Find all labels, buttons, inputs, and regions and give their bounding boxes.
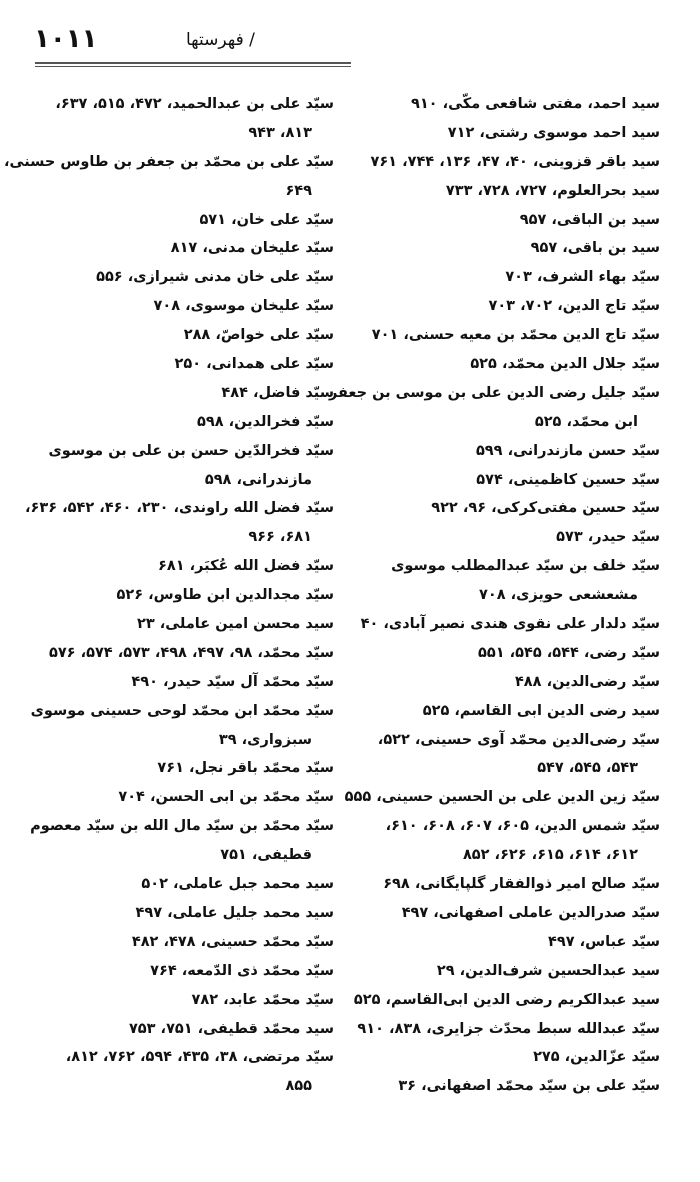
index-entry-line: سيّد حسين كاظمينی، ۵۷۴	[476, 471, 660, 488]
index-entry	[362, 639, 660, 668]
index-entry-line: سيّد زين الدين علی بن الحسين حسينی، ۵۵۵	[344, 789, 660, 806]
index-entry	[362, 466, 660, 495]
index-entry	[362, 812, 660, 870]
index-entry-line: سيّد علی بن عبدالحميد، ۴۷۲، ۵۱۵، ۶۳۷،	[55, 96, 334, 112]
index-entry-continuation: مشعشعی حويزی، ۷۰۸	[479, 587, 638, 604]
index-entry-continuation: مازندرانی، ۵۹۸	[204, 471, 312, 488]
index-entry	[20, 697, 334, 755]
index-entry-line: سيّد رضی‌الدين، ۴۸۸	[514, 673, 660, 690]
index-entry-line: سيّد محمّد بن ابی الحسن، ۷۰۴	[118, 789, 334, 806]
index-entry-line: سيّد علی خان، ۵۷۱	[199, 211, 334, 228]
index-entry	[328, 379, 660, 437]
index-entry-line: سيّد علی همدانی، ۲۵۰	[174, 356, 334, 373]
index-entry-line: سيد رضی الدين ابی القاسم، ۵۲۵	[422, 702, 660, 719]
index-entry	[20, 928, 334, 957]
index-entry-line: سيد محمد جليل عاملی، ۴۹۷	[135, 904, 334, 921]
index-entry-line: سيّد شمس الدين، ۶۰۵، ۶۰۷، ۶۰۸، ۶۱۰،	[385, 818, 660, 835]
index-entry-continuation: ۶۸۱، ۹۶۶	[248, 529, 312, 546]
index-entry	[20, 437, 334, 495]
index-entry-line: سيد عبدالحسين شرف‌الدين، ۲۹	[436, 962, 660, 979]
index-entry	[362, 177, 660, 206]
index-entry-line: سيّد محمّد باقر نجل، ۷۶۱	[157, 760, 334, 777]
index-entry-line: سيّد محمّد بن سيّد مال الله بن سيّد معصوم	[30, 818, 334, 835]
index-entry-line: سيّد عبدالله سبط محدّث جزايری، ۸۳۸، ۹۱۰	[357, 1020, 660, 1037]
index-entry	[20, 870, 334, 899]
index-entry-line: سيّد عليخان مدنی، ۸۱۷	[170, 240, 334, 257]
index-entry-line: سيّد صدرالدين عاملی اصفهانی، ۴۹۷	[401, 904, 660, 921]
index-entry	[362, 610, 660, 639]
index-entry	[362, 870, 660, 899]
index-column-right	[328, 90, 660, 1101]
index-entry	[20, 1015, 334, 1044]
index-entry	[362, 90, 660, 119]
index-entry-line: سيّد محمّد حسينی، ۴۷۸، ۴۸۲	[131, 933, 334, 950]
index-entry-line: سيد احمد موسوی رشتی، ۷۱۲	[447, 124, 660, 141]
index-entry	[362, 928, 660, 957]
index-entry-line: سيّد حسن مازندرانی، ۵۹۹	[475, 442, 660, 459]
index-entry-line: سيد احمد، مفتی شافعی مکّی، ۹۱۰	[410, 96, 660, 112]
index-entry-line: سيّد عباس، ۴۹۷	[548, 933, 660, 950]
index-entry-continuation: ۶۱۲، ۶۱۴، ۶۱۵، ۶۲۶، ۸۵۲	[462, 847, 638, 864]
index-entry-line: سيد باقر قزوينی، ۴۰، ۴۷، ۱۳۶، ۷۴۴، ۷۶۱	[370, 153, 660, 170]
index-entry-line: سيّد خلف بن سيّد عبدالمطلب موسوی	[391, 558, 660, 575]
index-entry	[20, 321, 334, 350]
index-entry-line: سيّد عليخان موسوی، ۷۰۸	[153, 298, 334, 315]
index-entry-continuation: ۵۴۳، ۵۴۵، ۵۴۷	[537, 760, 638, 777]
index-entry	[362, 668, 660, 697]
index-entry-line: سيّد دلدار علی نقوی هندی نصير آبادی، ۴۰	[360, 616, 660, 633]
index-entry-line: سيد بن باقی، ۹۵۷	[530, 240, 660, 257]
index-entry-line: سيّد علی بن محمّد بن جعفر بن طاوس حسنی،	[4, 153, 334, 170]
index-entry	[20, 90, 334, 148]
index-entry-line: سيد عبدالكريم رضی الدين ابی‌القاسم، ۵۲۵	[353, 991, 660, 1008]
index-entry-line: سيد بن الباقی، ۹۵۷	[519, 211, 660, 228]
header-rule-thin	[35, 66, 351, 67]
index-entry-line: سيّد جليل رضی الدين علی بن موسی بن جعفر	[328, 384, 660, 401]
index-entry-line: سيّد عزّالدين، ۲۷۵	[533, 1049, 660, 1066]
index-entry	[20, 957, 334, 986]
index-entry-line: سيّد رضی، ۵۴۴، ۵۴۵، ۵۵۱	[478, 644, 660, 661]
index-entry	[20, 234, 334, 263]
index-entry-continuation: ۸۵۵	[285, 1078, 312, 1095]
header-rule	[35, 62, 351, 64]
index-entry-line: سيّد فضل الله عُكبَر، ۶۸۱	[158, 558, 334, 575]
index-entry-continuation: ۶۴۹	[285, 182, 312, 199]
index-entry	[20, 754, 334, 783]
index-entry-line: سيّد محمّد، ۹۸، ۴۹۷، ۴۹۸، ۵۷۳، ۵۷۴، ۵۷۶	[48, 644, 334, 661]
index-column-left	[4, 90, 334, 1101]
index-entry-line: سيّد محمّد ابن محمّد لوحی حسينی موسوی	[30, 702, 334, 719]
index-entry	[4, 148, 334, 206]
index-entry-continuation: ابن محمّد، ۵۲۵	[534, 413, 638, 430]
index-entry-line: سيّد علی خان مدنی شيرازی، ۵۵۶	[96, 269, 334, 286]
index-entry-line: سيّد جلال الدين محمّد، ۵۲۵	[470, 356, 660, 373]
index-entry-line: سيّد فاضل، ۴۸۴	[221, 384, 334, 401]
index-entry-continuation: ۸۱۳، ۹۴۳	[248, 124, 312, 141]
index-entry	[20, 408, 334, 437]
index-entry	[344, 783, 660, 812]
index-entry	[20, 292, 334, 321]
index-entry	[20, 581, 334, 610]
index-entry	[362, 119, 660, 148]
index-entry-line: سيد بحرالعلوم، ۷۲۷، ۷۲۸، ۷۳۳	[445, 182, 660, 199]
index-entry-continuation: سبزواری، ۳۹	[218, 731, 312, 748]
index-entry-line: سيّد بهاء الشرف، ۷۰۳	[505, 269, 660, 286]
index-entry-line: سيّد مجدالدين ابن طاوس، ۵۲۶	[116, 587, 334, 604]
index-entry-line: سيّد محمّد عابد، ۷۸۲	[191, 991, 334, 1008]
index-entry	[362, 523, 660, 552]
index-entry-line: سيد محسن امين عاملی، ۲۳	[136, 616, 334, 633]
index-entry	[20, 812, 334, 870]
index-entry	[357, 1015, 660, 1044]
index-entry	[20, 783, 334, 812]
index-entry-line: سيّد رضی‌الدين محمّد آوی حسينی، ۵۲۲،	[377, 731, 660, 748]
index-entry-line: سيّد حسين مفتی‌كركی، ۹۶، ۹۲۲	[431, 500, 660, 517]
index-entry	[362, 263, 660, 292]
index-entry	[362, 957, 660, 986]
index-entry	[20, 206, 334, 235]
index-entry	[362, 437, 660, 466]
index-entry-line: سيد محمّد قطيفی، ۷۵۱، ۷۵۳	[128, 1020, 334, 1037]
running-title: / فهرستها	[186, 30, 255, 50]
index-entry	[20, 668, 334, 697]
index-entry	[362, 899, 660, 928]
index-entry	[20, 899, 334, 928]
index-entry	[362, 552, 660, 610]
index-entry-line: سيّد فخرالدين، ۵۹۸	[197, 413, 334, 430]
index-entry-line: سيّد علی بن سيّد محمّد اصفهانی، ۳۶	[398, 1078, 660, 1095]
index-entry-line: سيّد تاج الدين، ۷۰۲، ۷۰۳	[488, 298, 660, 315]
index-entry-continuation: قطيفی، ۷۵۱	[220, 847, 312, 864]
index-entry	[362, 350, 660, 379]
index-entry	[362, 1072, 660, 1101]
index-entry-line: سيّد صالح امير ذوالفقار گلپايگانی، ۶۹۸	[383, 876, 660, 893]
index-entry	[20, 610, 334, 639]
index-entry	[20, 1043, 334, 1101]
index-entry	[362, 726, 660, 784]
index-entry-line: سيد محمد جبل عاملی، ۵۰۲	[141, 876, 334, 893]
index-entry-line: سيّد حيدر، ۵۷۳	[556, 529, 660, 546]
index-entry	[20, 986, 334, 1015]
index-entry	[353, 986, 660, 1015]
index-entry	[20, 639, 334, 668]
index-entry	[362, 697, 660, 726]
index-entry-line: سيّد محمّد آل سيّد حيدر، ۴۹۰	[131, 673, 334, 690]
index-entry	[362, 494, 660, 523]
index-entry-line: سيّد تاج الدين محمّد بن معيه حسنی، ۷۰۱	[371, 327, 660, 344]
index-entry	[362, 234, 660, 263]
index-entry	[362, 1043, 660, 1072]
page-number: ۱۰۱۱	[34, 24, 98, 54]
index-entry-line: سيّد فخرالدّين حسن بن علی بن موسوی	[48, 442, 334, 459]
index-entry	[20, 494, 334, 552]
index-entry	[20, 350, 334, 379]
index-entry-line: سيّد مرتضی، ۳۸، ۴۳۵، ۵۹۴، ۷۶۲، ۸۱۲،	[65, 1049, 334, 1066]
index-entry	[362, 206, 660, 235]
index-entry	[20, 552, 334, 581]
index-entry	[20, 263, 334, 292]
index-entry-line: سيّد فضل الله راوندی، ۲۳۰، ۴۶۰، ۵۴۲، ۶۳۶،	[25, 500, 334, 517]
index-entry	[362, 148, 660, 177]
index-entry-line: سيّد محمّد ذی الدّمعه، ۷۶۴	[150, 962, 334, 979]
index-entry	[20, 379, 334, 408]
index-entry	[362, 292, 660, 321]
index-entry	[362, 321, 660, 350]
index-entry-line: سيّد علی خواصّ، ۲۸۸	[183, 327, 334, 344]
